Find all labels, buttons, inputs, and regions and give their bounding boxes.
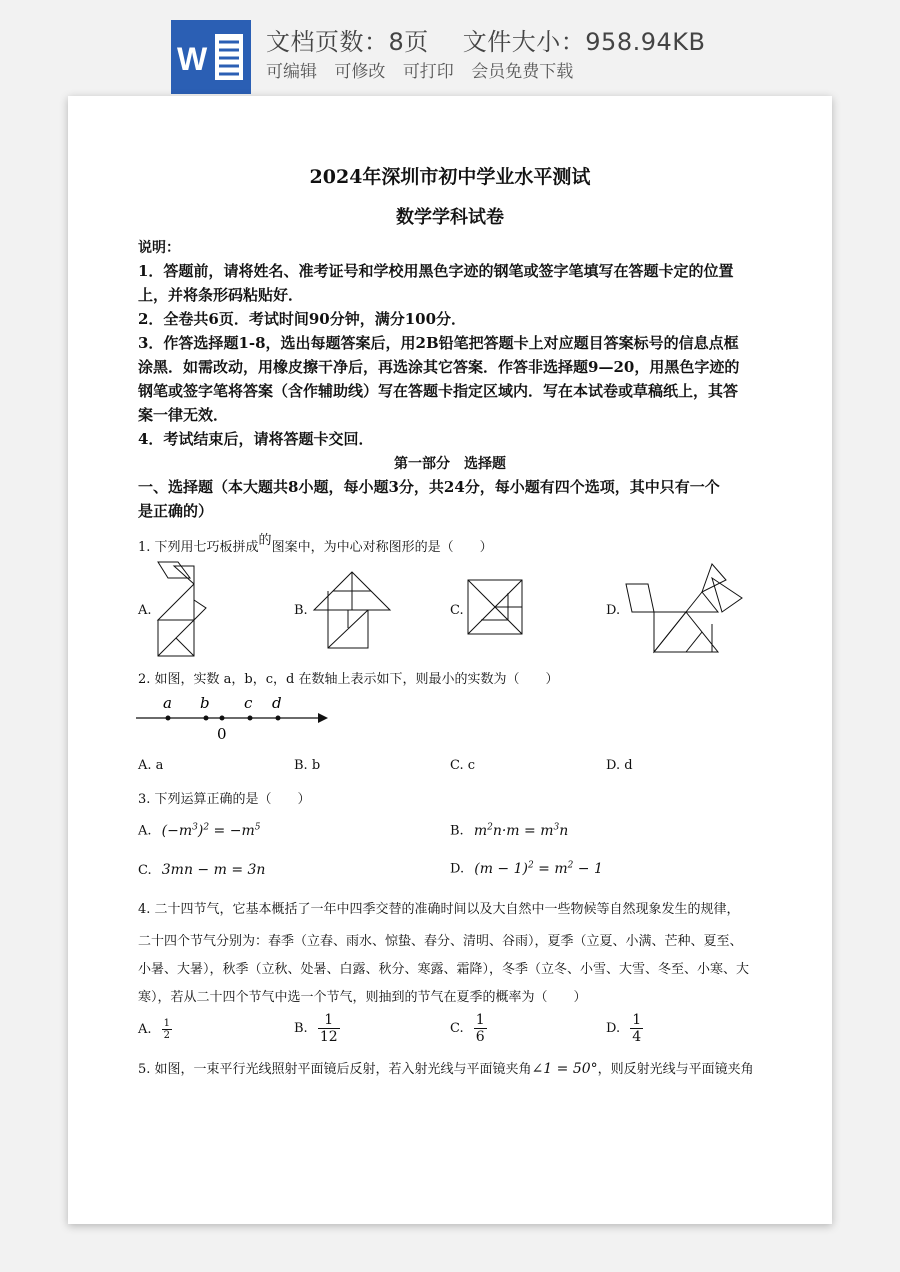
section-heading: 一、选择题（本大题共8小题，每小题3分，共24分，每小题有四个选项，其中只有一个 — [138, 478, 720, 496]
document-page — [68, 96, 832, 1224]
q1-option-b-figure — [310, 570, 394, 650]
note-line: 钢笔或签字笔将答案（含作辅助线）写在答题卡指定区域内．写在本试卷或草稿纸上，其答 — [138, 382, 739, 400]
label-b: b — [200, 694, 210, 712]
note-line: 1．答题前，请将姓名、准考证号和学校用黑色字迹的钢笔或签字笔填写在答题卡定的位置 — [138, 262, 734, 280]
page-count: 文档页数：8页 — [266, 28, 429, 56]
label-c: c — [244, 694, 253, 712]
q3-option-d[interactable]: D. $(m - 1)^2 = m^2 - 1$ — [450, 860, 603, 877]
feature-list — [266, 57, 585, 82]
download-banner — [0, 0, 900, 96]
number-line — [134, 692, 330, 744]
label-zero: 0 — [217, 725, 227, 743]
q3-option-a[interactable]: A. $(-m^3)^2 = -m^5$ — [138, 822, 261, 839]
q1-option-d-label[interactable]: D. — [606, 603, 621, 618]
question-5-stem: 5. 如图，一束平行光线照射平面镜后反射，若入射光线与平面镜夹角∠1 = 50°，则反射光线与平面镜夹角 — [138, 1061, 754, 1077]
q4-option-c[interactable]: C. $\frac{1}{6}$ — [450, 1012, 485, 1045]
question-3-stem: 3. 下列运算正确的是（ ） — [138, 792, 311, 807]
section-heading-cont: 是正确的） — [138, 502, 214, 520]
question-1-stem: 1. 下列用七巧板拼成的图案中，为中心对称图形的是（ ） — [138, 533, 493, 555]
q4-option-a[interactable]: A. $\frac{1}{2}$ — [138, 1018, 171, 1041]
exam-subtitle: 数学学科试卷 — [396, 207, 504, 228]
file-size: 文件大小：958.94KB — [462, 28, 706, 56]
svg-text:W: W — [177, 41, 208, 77]
feature-printable: 可打印 — [402, 62, 454, 82]
question-4-line: 二十四个节气分别为：春季（立春、雨水、惊蛰、春分、清明、谷雨），夏季（立夏、小满、芒种、夏至、 — [138, 934, 743, 949]
q3-option-b[interactable]: B. $m^2n\cdot m = m^3n$ — [450, 822, 569, 839]
q1-option-d-figure — [624, 562, 744, 656]
question-2-stem: 2. 如图，实数 a，b，c，d 在数轴上表示如下，则最小的实数为（ ） — [138, 672, 559, 687]
point-c — [248, 716, 253, 721]
arrow-icon — [318, 713, 328, 723]
note-line: 4．考试结束后，请将答题卡交回． — [138, 430, 374, 448]
note-line: 涂黑．如需改动，用橡皮擦干净后，再选涂其它答案．作答非选择题9—20，用黑色字迹的 — [138, 358, 740, 376]
part-title: 第一部分 选择题 — [394, 456, 506, 472]
word-document-icon — [171, 20, 251, 94]
note-line: 3．作答选择题1-8，选出每题答案后，用2B铅笔把答题卡上对应题目答案标号的信息点框 — [138, 334, 739, 352]
note-line: 2．全卷共6页．考试时间90分钟，满分100分． — [138, 310, 467, 328]
notes-heading: 说明： — [138, 240, 180, 256]
q3-option-c[interactable]: C. 3mn − m = 3n — [138, 862, 266, 878]
q2-option-a[interactable]: A. a — [138, 758, 164, 773]
label-a: a — [163, 694, 172, 712]
point-zero — [220, 716, 225, 721]
point-a — [166, 716, 171, 721]
q2-option-c[interactable]: C. c — [450, 758, 476, 773]
question-4-line: 小暑、大暑），秋季（立秋、处暑、白露、秋分、寒露、霜降），冬季（立冬、小雪、大雪、冬至、小寒、大 — [138, 962, 750, 977]
feature-modifiable: 可修改 — [334, 62, 386, 82]
point-b — [204, 716, 209, 721]
q1-option-a-figure — [154, 558, 214, 658]
feature-member-download[interactable]: 会员免费下载 — [471, 62, 574, 82]
feature-editable: 可编辑 — [266, 62, 317, 82]
q4-option-d[interactable]: D. $\frac{1}{4}$ — [606, 1012, 642, 1045]
q1-option-a-label[interactable]: A. — [138, 603, 152, 618]
file-info — [266, 22, 739, 57]
note-line: 案一律无效． — [138, 406, 229, 424]
note-line: 上，并将条形码粘贴好． — [138, 286, 304, 304]
q1-option-b-label[interactable]: B. — [294, 603, 308, 618]
question-4-line: 4. 二十四节气，它基本概括了一年中四季交替的准确时间以及大自然中一些物候等自然现象发生的规律， — [138, 902, 740, 917]
q1-option-c-label[interactable]: C. — [450, 603, 464, 618]
point-d — [276, 716, 281, 721]
q1-option-c-figure — [466, 578, 526, 638]
q2-option-b[interactable]: B. b — [294, 758, 321, 773]
exam-title: 2024年深圳市初中学业水平测试 — [309, 166, 591, 188]
q2-option-d[interactable]: D. d — [606, 758, 633, 773]
label-d: d — [272, 694, 282, 712]
question-4-line: 寒），若从二十四个节气中选一个节气，则抽到的节气在夏季的概率为（ ） — [138, 990, 587, 1005]
q4-option-b[interactable]: B. $\frac{1}{12}$ — [294, 1012, 338, 1045]
